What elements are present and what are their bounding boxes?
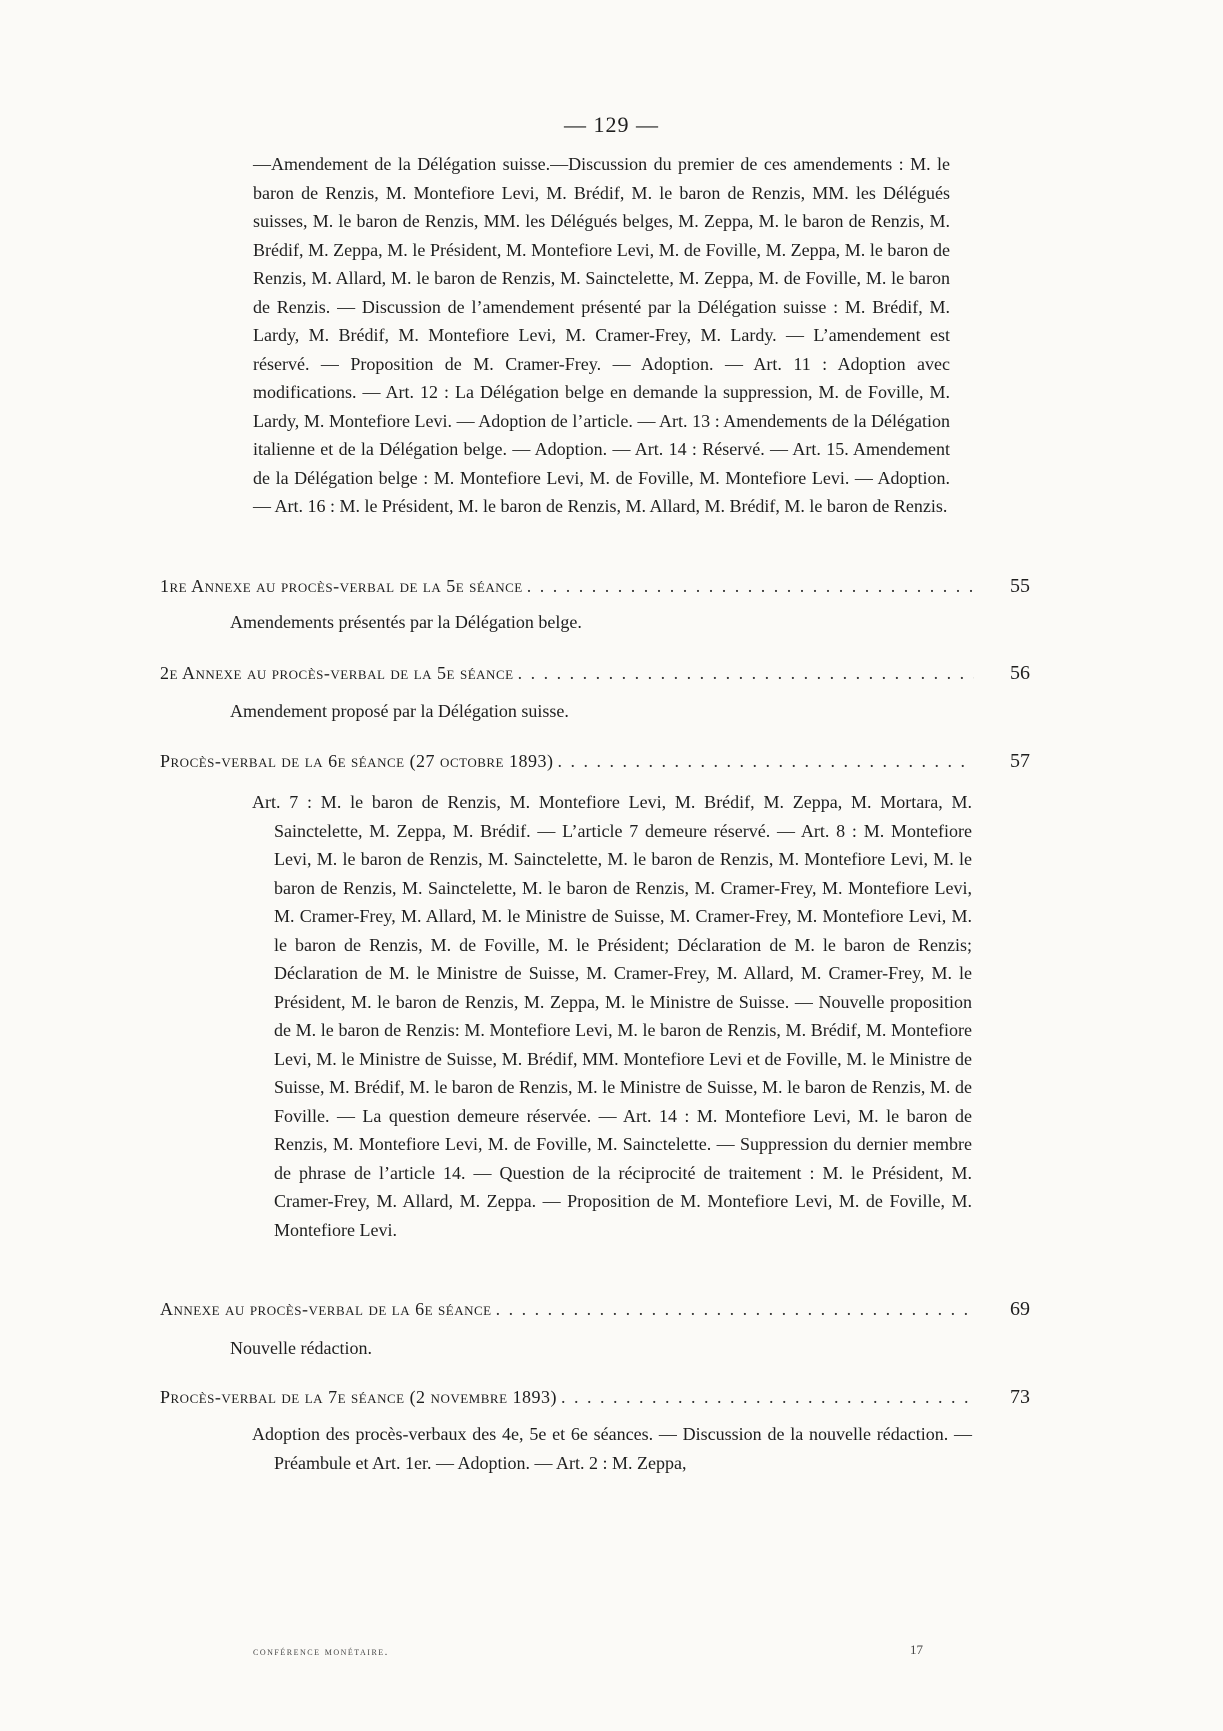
signature-mark: 17 (910, 1642, 923, 1657)
entry-title: Procès-verbal de la 6e séance (27 octobre 1893) (160, 751, 554, 771)
toc-entry (160, 1386, 1030, 1416)
toc-entry (160, 750, 1030, 780)
entry-description: Amendement proposé par la Délégation suisse. (230, 701, 569, 721)
page-number: — 129 — (564, 112, 659, 137)
toc-entry (160, 1298, 1030, 1328)
leader-dots (527, 576, 974, 597)
toc-entry (160, 575, 1030, 605)
intro-paragraph: —Amendement de la Délégation suisse.—Discussion du premier de ces amendements : M. le baron de Renzis, M. Montefiore Levi, M. Brédif, M. le baron de Renzis, MM. les Délégués suisses, M. le baron de Renzis, MM. les Délégués belges, M. Zeppa, M. le baron de Renzis, M. Brédif, M. Zeppa, M. le Président, M. Montefiore Levi, M. de Foville, M. Zeppa, M. le baron de Renzis, M. Allard, M. le baron de Renzis, M. Sainctelette, M. Zeppa, M. de Foville, M. le baron de Renzis. — Discussion de l’amendement présenté par la Délégation suisse : M. Brédif, M. Lardy, M. Brédif, M. Montefiore Levi, M. Cramer-Frey, M. Lardy. — L’amendement est réservé. — Proposition de M. Cramer-Frey. — Adoption. — Art. 11 : Adoption avec modifications. — Art. 12 : La Délégation belge en demande la suppression, M. de Foville, M. Lardy, M. Montefiore Levi. — Adoption de l’article. — Art. 13 : Amendements de la Délégation italienne et de la Délégation belge. — Adoption. — Art. 14 : Réservé. — Art. 15. Amendement de la Délégation belge : M. Montefiore Levi, M. de Foville, M. Montefiore Levi. — Adoption. — Art. 16 : M. le Président, M. le baron de Renzis, M. Allard, M. Brédif, M. le baron de Renzis. (253, 154, 950, 516)
footer-title: conférence monétaire. (253, 1646, 389, 1658)
leader-dots (518, 663, 974, 684)
leader-dots (561, 1387, 974, 1408)
leader-dots (558, 751, 975, 772)
entry-page: 56 (1010, 662, 1030, 684)
entry-title: 2e Annexe au procès-verbal de la 5e séance (160, 663, 514, 683)
entry-description: Art. 7 : M. le baron de Renzis, M. Montefiore Levi, M. Brédif, M. Zeppa, M. Mortara, M. Sainctelette, M. Zeppa, M. Brédif. — L’article 7 demeure réservé. — Art. 8 : M. Montefiore Levi, M. le baron de Renzis, M. Sainctelette, M. le baron de Renzis, M. Montefiore Levi, M. le baron de Renzis, M. Sainctelette, M. le baron de Renzis, M. Cramer-Frey, M. Montefiore Levi, M. Cramer-Frey, M. Allard, M. le Ministre de Suisse, M. Cramer-Frey, M. Montefiore Levi, M. le baron de Renzis, M. de Foville, M. le Président; Déclaration de M. le baron de Renzis; Déclaration de M. le Ministre de Suisse, M. Cramer-Frey, M. Allard, M. Cramer-Frey, M. le Président, M. le baron de Renzis, M. Zeppa, M. le Ministre de Suisse. — Nouvelle proposition de M. le baron de Renzis: M. Montefiore Levi, M. le baron de Renzis, M. Brédif, M. Montefiore Levi, M. le Ministre de Suisse, M. Brédif, MM. Montefiore Levi et de Foville, M. le Ministre de Suisse, M. Brédif, M. le baron de Renzis, M. le Ministre de Suisse, M. le baron de Renzis, M. de Foville. — La question demeure réservée. — Art. 14 : M. Montefiore Levi, M. le baron de Renzis, M. Montefiore Levi, M. de Foville, M. Sainctelette. — Suppression du dernier membre de phrase de l’article 14. — Question de la réciprocité de traitement : M. le Président, M. Cramer-Frey, M. Allard, M. Zeppa. — Proposition de M. Montefiore Levi, M. de Foville, M. Montefiore Levi. (252, 792, 972, 1240)
entry-page: 55 (1010, 575, 1030, 597)
entry-title: Procès-verbal de la 7e séance (2 novembre 1893) (160, 1387, 557, 1407)
entry-title: Annexe au procès-verbal de la 6e séance (160, 1299, 492, 1319)
entry-description: Adoption des procès-verbaux des 4e, 5e et 6e séances. — Discussion de la nouvelle rédaction. — Préambule et Art. 1er. — Adoption. — Art. 2 : M. Zeppa, (252, 1424, 972, 1473)
toc-entry (160, 662, 1030, 692)
entry-title: 1re Annexe au procès-verbal de la 5e séance (160, 576, 523, 596)
entry-description: Amendements présentés par la Délégation belge. (230, 612, 582, 632)
entry-page: 57 (1010, 750, 1030, 772)
entry-page: 69 (1010, 1298, 1030, 1320)
entry-description: Nouvelle rédaction. (230, 1338, 372, 1358)
entry-page: 73 (1010, 1386, 1030, 1408)
leader-dots (496, 1299, 974, 1320)
